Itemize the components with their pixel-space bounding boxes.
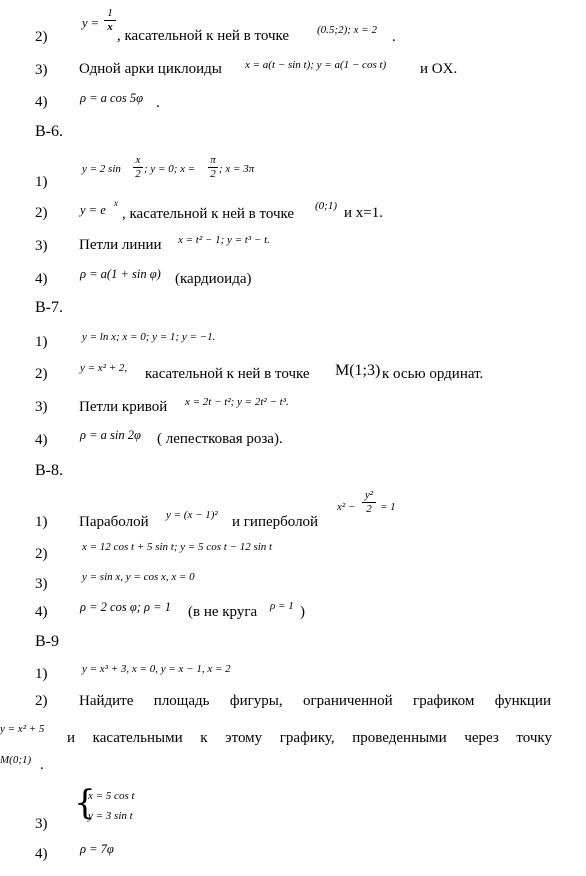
- fraction: [208, 155, 218, 180]
- row-tail: .: [156, 95, 160, 111]
- fraction: [104, 8, 116, 33]
- formula-part: y = 2 sin: [82, 163, 121, 175]
- system-equation: x = 5 cos t: [88, 790, 135, 802]
- system-brace: {: [74, 783, 96, 823]
- polar-formula: ρ = a cos 5φ: [80, 91, 144, 105]
- item-number: 3): [35, 816, 48, 832]
- row-text: Петли кривой: [79, 399, 168, 415]
- row-tail: и x=1.: [344, 205, 383, 221]
- formula-part: ρ = 2 cos φ; ρ = 1: [80, 600, 171, 614]
- row-text: Одной арки циклоиды: [79, 61, 222, 77]
- formula-part: ρ = 7φ: [80, 842, 114, 856]
- variant-heading: В-6.: [35, 123, 63, 140]
- item-number: 2): [35, 366, 48, 382]
- item-number: 1): [35, 514, 48, 530]
- fraction-numerator: π: [210, 154, 216, 166]
- cycloid-formula: x = a(t − sin t); y = a(1 − cos t): [245, 59, 387, 71]
- item-number: 2): [35, 693, 48, 709]
- fraction-denominator: 2: [135, 168, 141, 180]
- fraction-denominator: 2: [366, 503, 372, 515]
- formula-part: y = e: [80, 203, 106, 217]
- formula-part: x = t² − 1; y = t³ − t.: [178, 234, 270, 246]
- formula-part: y = (x − 1)²: [166, 509, 218, 521]
- formula-part: ; y = 0; x =: [144, 163, 196, 175]
- paragraph-line: Найдите площадь фигуры, ограниченной графиком функции: [79, 693, 551, 709]
- item-number: 1): [35, 174, 48, 190]
- formula-part: y = x² + 2,: [80, 362, 128, 374]
- variant-heading: В-7.: [35, 299, 63, 316]
- row-text: Петли линии: [79, 237, 162, 253]
- fraction-numerator: 1: [107, 7, 113, 19]
- item-number: 4): [35, 604, 48, 620]
- row-tail: .: [392, 29, 396, 45]
- formula-part: = 1: [380, 501, 396, 513]
- row-tail: ( лепестковая роза).: [157, 431, 283, 447]
- item-number: 2): [35, 546, 48, 562]
- item-number: 2): [35, 29, 48, 45]
- item-number: 4): [35, 94, 48, 110]
- fraction-denominator: 2: [210, 168, 216, 180]
- item-number: 3): [35, 238, 48, 254]
- item-number: 3): [35, 576, 48, 592]
- formula-part: x = 2t − t²; y = 2t² − t³.: [185, 396, 289, 408]
- formula-part: ; x = 3π: [219, 163, 255, 175]
- item-number: 4): [35, 846, 48, 862]
- item-number: 4): [35, 432, 48, 448]
- formula-part: x = 12 cos t + 5 sin t; y = 5 cos t − 12 sin t: [82, 541, 273, 553]
- formula-part: y = ln x; x = 0; y = 1; y = −1.: [82, 331, 216, 343]
- row-tail: ): [300, 604, 305, 620]
- formula-part: y = sin x, y = cos x, x = 0: [82, 571, 195, 583]
- fraction-denominator: x: [107, 21, 113, 33]
- formula-part: ρ = 1: [270, 600, 294, 612]
- row-text: Параболой: [79, 514, 149, 530]
- formula-part: y = x² + 5: [0, 723, 45, 735]
- system-equation: y = 3 sin t: [88, 810, 133, 822]
- variant-heading: В-8.: [35, 462, 63, 479]
- paragraph-line: и касательными к этому графику, проведенными через точку: [67, 730, 552, 746]
- formula-y: y =: [82, 16, 100, 30]
- formula-part: ρ = a sin 2φ: [80, 428, 141, 442]
- item-number: 4): [35, 271, 48, 287]
- variant-heading: В-9: [35, 633, 59, 650]
- row-tail: .: [40, 757, 44, 773]
- formula-part: y = x³ + 3, x = 0, y = x − 1, x = 2: [82, 663, 231, 675]
- item-number: 1): [35, 334, 48, 350]
- row-text: , касательной к ней в точке: [122, 206, 295, 222]
- fraction: [133, 155, 143, 180]
- item-number: 3): [35, 399, 48, 415]
- formula-part: ρ = a(1 + sin φ): [80, 267, 161, 281]
- row-tail: (кардиоида): [175, 271, 252, 287]
- fraction-numerator: y²: [364, 489, 374, 501]
- superscript: x: [114, 198, 118, 208]
- row-tail: к осью ординат.: [382, 366, 484, 382]
- row-text: , касательной к ней в точке: [117, 28, 290, 44]
- item-number: 2): [35, 205, 48, 221]
- fraction-numerator: x: [135, 154, 141, 166]
- fraction: [362, 490, 376, 515]
- point-formula: (0;1): [315, 200, 337, 212]
- formula-part: M(0;1): [0, 754, 32, 766]
- point-formula: (0.5;2); x = 2: [317, 24, 377, 36]
- formula-part: x² −: [337, 501, 356, 513]
- item-number: 3): [35, 62, 48, 78]
- row-tail: (в не круга: [188, 604, 258, 620]
- item-number: 1): [35, 666, 48, 682]
- point-formula: M(1;3): [335, 362, 381, 379]
- row-text: касательной к ней в точке: [145, 366, 310, 382]
- row-text: и гиперболой: [232, 514, 319, 530]
- row-tail: и OX.: [420, 61, 458, 77]
